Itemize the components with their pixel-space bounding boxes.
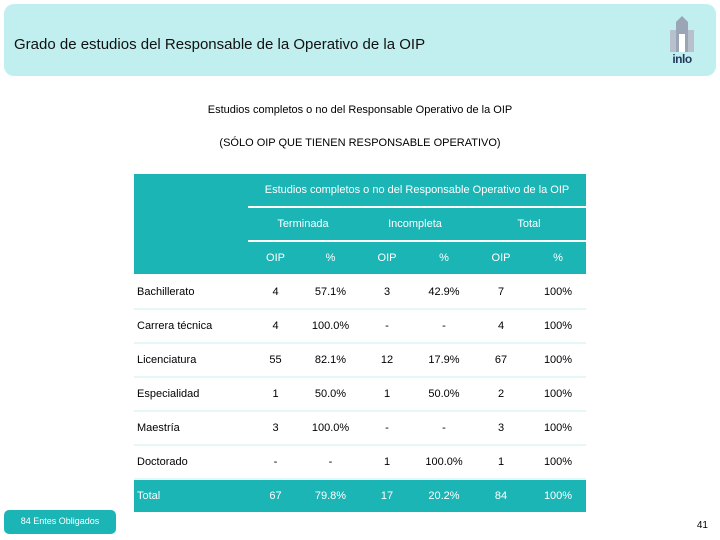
table-cell: 1	[248, 377, 303, 411]
row-label: Carrera técnica	[134, 309, 248, 343]
table-cell: 67	[472, 343, 530, 377]
total-cell: 20.2%	[416, 479, 472, 513]
monument-icon	[662, 14, 702, 54]
table-cell: 1	[358, 377, 416, 411]
table-cell: 100.0%	[416, 445, 472, 479]
total-cell: 100%	[530, 479, 586, 513]
col-header: OIP	[358, 241, 416, 275]
table-cell: 100%	[530, 275, 586, 309]
table-corner	[134, 174, 248, 275]
total-cell: 84	[472, 479, 530, 513]
table-cell: 50.0%	[416, 377, 472, 411]
info-df-logo	[662, 14, 702, 72]
table-cell: 4	[248, 309, 303, 343]
total-label: Total	[134, 479, 248, 513]
table-cell: -	[416, 309, 472, 343]
table-cell: 57.1%	[303, 275, 358, 309]
slide-header	[4, 4, 716, 76]
table-cell: 100%	[530, 309, 586, 343]
col-header: %	[530, 241, 586, 275]
table-row	[134, 377, 586, 411]
subheader-terminada: Terminada	[248, 207, 358, 241]
table-cell: -	[358, 309, 416, 343]
group-header: Estudios completos o no del Responsable Operativo de la OIP	[248, 174, 586, 207]
col-header: %	[303, 241, 358, 275]
logo-text: inlo	[672, 52, 692, 66]
table-cell: 50.0%	[303, 377, 358, 411]
table-cell: 100.0%	[303, 309, 358, 343]
slide-title: Grado de estudios del Responsable de la Operativo de la OIP	[14, 36, 426, 53]
subheader-incompleta: Incompleta	[358, 207, 472, 241]
col-header: OIP	[248, 241, 303, 275]
table-cell: 2	[472, 377, 530, 411]
table-cell: 3	[358, 275, 416, 309]
col-header: %	[416, 241, 472, 275]
table-cell: 100%	[530, 411, 586, 445]
table-cell: -	[303, 445, 358, 479]
table-cell: -	[416, 411, 472, 445]
total-cell: 79.8%	[303, 479, 358, 513]
row-label: Bachillerato	[134, 275, 248, 309]
col-header: OIP	[472, 241, 530, 275]
subheader-total: Total	[472, 207, 586, 241]
table-cell: 4	[248, 275, 303, 309]
table-cell: 100%	[530, 445, 586, 479]
table-cell: 7	[472, 275, 530, 309]
table-cell: 55	[248, 343, 303, 377]
table-cell: -	[358, 411, 416, 445]
row-label: Licenciatura	[134, 343, 248, 377]
page-number: 41	[696, 520, 708, 531]
row-label: Doctorado	[134, 445, 248, 479]
table-cell: -	[248, 445, 303, 479]
table-cell: 1	[472, 445, 530, 479]
table-cell: 1	[358, 445, 416, 479]
table-row	[134, 411, 586, 445]
total-cell: 17	[358, 479, 416, 513]
table-row	[134, 309, 586, 343]
row-label: Especialidad	[134, 377, 248, 411]
row-label: Maestría	[134, 411, 248, 445]
table-cell: 100%	[530, 343, 586, 377]
table-qualifier: (SÓLO OIP QUE TIENEN RESPONSABLE OPERATIVO)	[219, 137, 501, 149]
table-cell: 3	[472, 411, 530, 445]
table-row	[134, 445, 586, 479]
table-cell: 3	[248, 411, 303, 445]
table-row	[134, 343, 586, 377]
studies-table	[134, 174, 586, 514]
table-cell: 100%	[530, 377, 586, 411]
table-group-header-row	[134, 174, 586, 207]
table-cell: 17.9%	[416, 343, 472, 377]
entities-badge	[4, 510, 116, 534]
entities-badge-label: 84 Entes Obligados	[20, 516, 100, 526]
table-subtitle: Estudios completos o no del Responsable Operativo de la OIP	[207, 104, 513, 116]
table-cell: 82.1%	[303, 343, 358, 377]
table-total-row	[134, 479, 586, 513]
table-cell: 100.0%	[303, 411, 358, 445]
table-cell: 4	[472, 309, 530, 343]
total-cell: 67	[248, 479, 303, 513]
table-cell: 42.9%	[416, 275, 472, 309]
table-row	[134, 275, 586, 309]
table-cell: 12	[358, 343, 416, 377]
